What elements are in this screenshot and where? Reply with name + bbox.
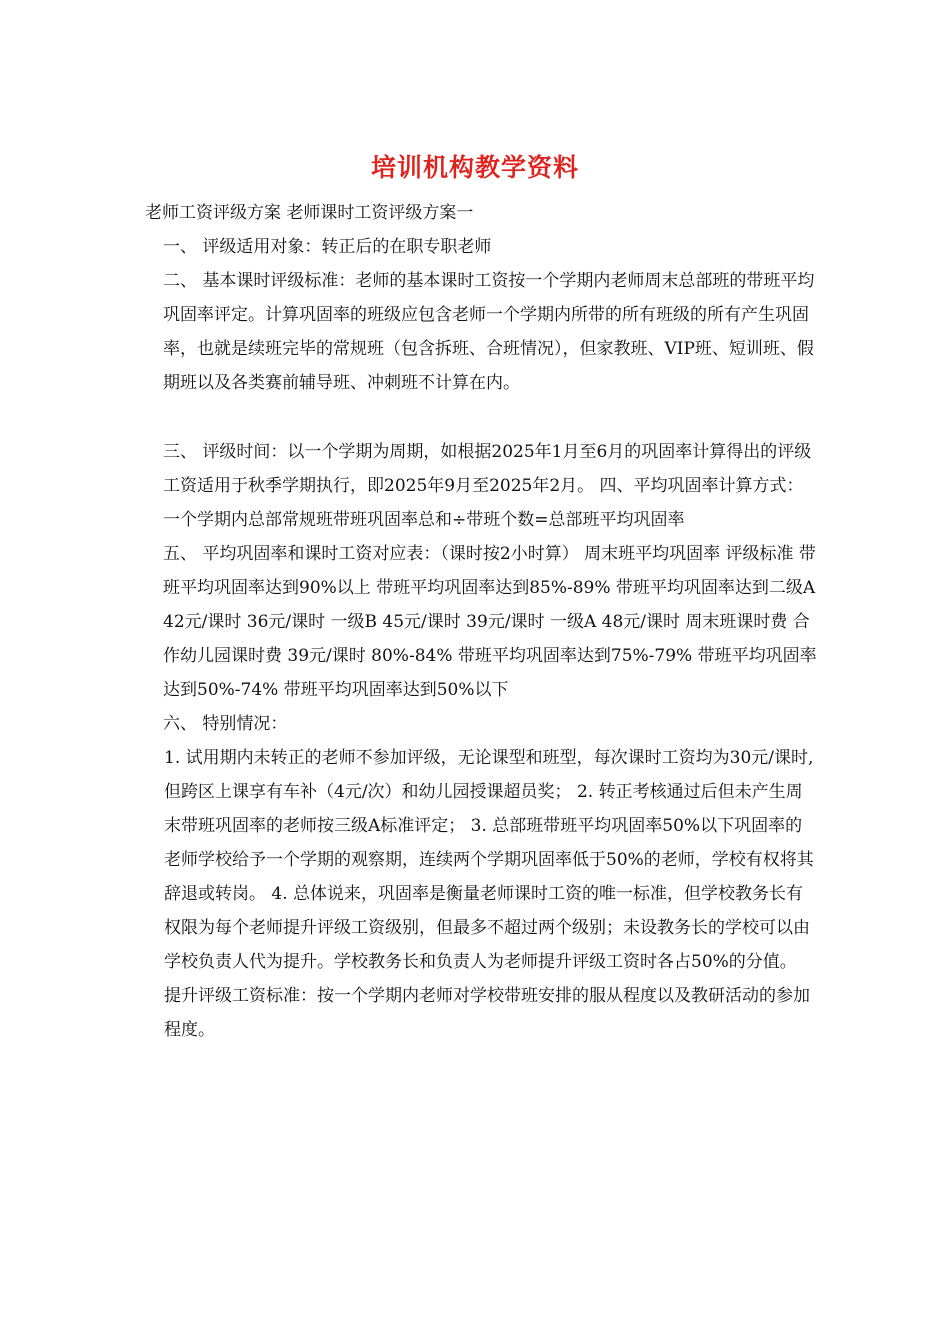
document-subtitle: 老师工资评级方案 老师课时工资评级方案一 xyxy=(145,203,474,223)
paragraph-gap xyxy=(145,400,817,435)
section-5: 五、 平均巩固率和课时工资对应表：（课时按2小时算） 周末班平均巩固率 评级标准 带班平均巩固率达到90%以上 带班平均巩固率达到85%-89% 带班平均巩固率达到二级A 42元/课时 36元/课时 一级B 45元/课时 39元/课时 一级A 48元/课时 周末班课时费 合作幼儿园课时费 39元/课时 80%-84% 带班平均巩固率达到75%-79% 带班平均巩固率达到50%-74% 带班平均巩固率达到50%以下 xyxy=(163,544,817,700)
section-2: 二、 基本课时评级标准：老师的基本课时工资按一个学期内老师周末总部班的带班平均巩固率评定。计算巩固率的班级应包含老师一个学期内所带的所有班级的所有产生巩固率，也就是续班完毕的常规班（包含拆班、合班情况），但家教班、VIP班、短训班、假期班以及各类赛前辅导班、冲刺班不计算在内。 xyxy=(163,271,815,393)
section-1: 一、 评级适用对象：转正后的在职专职老师 xyxy=(163,237,492,257)
formula-line: 一个学期内总部常规班带班巩固率总和÷带班个数=总部班平均巩固率 xyxy=(163,510,685,530)
document-title: 培训机构教学资料 xyxy=(370,153,579,182)
section-6: 六、 特别情况： xyxy=(163,714,288,734)
document-body xyxy=(145,196,817,1047)
section-3: 三、 评级时间：以一个学期为周期，如根据2025年1月至6月的巩固率计算得出的评级工资适用于秋季学期执行，即2025年9月至2025年2月。 四、平均巩固率计算方式： xyxy=(163,442,812,496)
section-6-body: 1. 试用期内未转正的老师不参加评级，无论课型和班型，每次课时工资均为30元/课时,但跨区上课享有车补（4元/次）和幼儿园授课超员奖； 2. 转正考核通过后但未产生周末带班巩固率的老师按三级A标准评定； 3. 总部班带班平均巩固率50%以下巩固率的老师学校给予一个学期的观察期，连续两个学期巩固率低于50%的老师，学校有权将其辞退或转岗。 4. 总体说来，巩固率是衡量老师课时工资的唯一标准，但学校教务长有权限为每个老师提升评级工资级别，但最多不超过两个级别；未设教务长的学校可以由学校负责人代为提升。学校教务长和负责人为老师提升评级工资时各占50%的分值。 提升评级工资标准：按一个学期内老师对学校带班安排的服从程度以及教研活动的参加程度。 xyxy=(164,748,814,1040)
